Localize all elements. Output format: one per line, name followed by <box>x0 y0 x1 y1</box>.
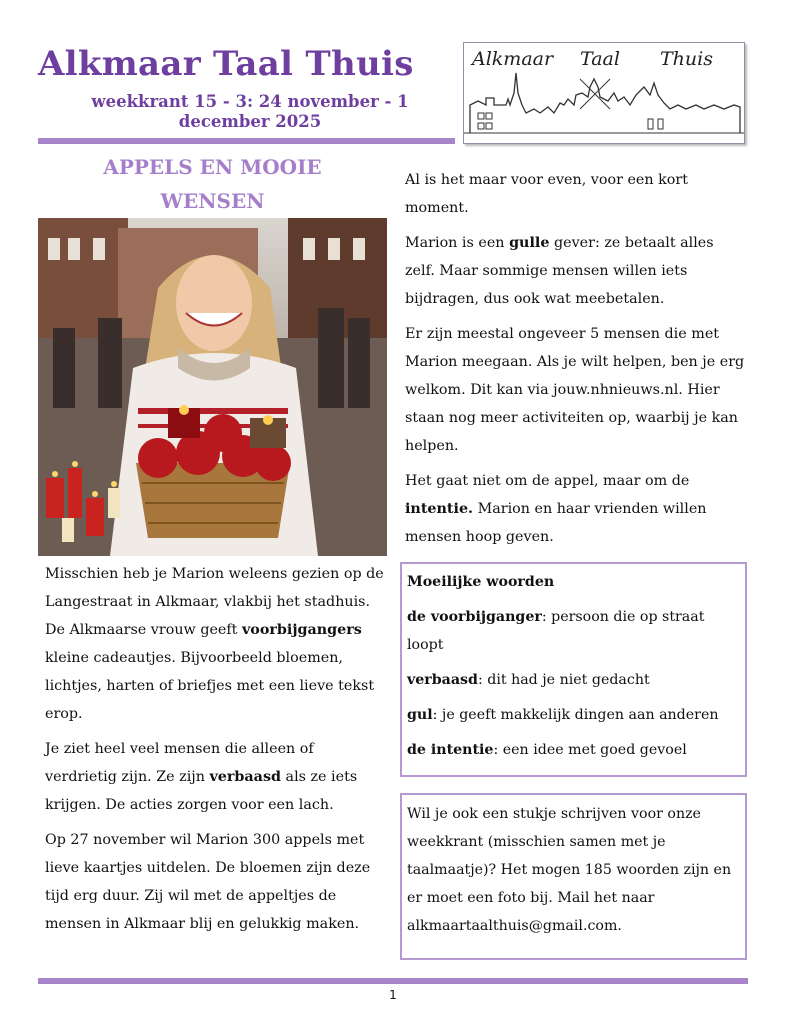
article-left-column <box>45 560 390 945</box>
woman-with-apple-basket-image <box>38 218 387 556</box>
vocabulary-box <box>400 562 747 777</box>
vocab-highlight: voorbijgangers <box>241 622 362 638</box>
paragraph-5: Marion is een gulle gever: ze betaalt alles zelf. Maar sommige mensen willen iets bijdragen, dus ook wat meebetalen. <box>405 235 714 307</box>
logo <box>463 42 745 144</box>
paragraph-1: Misschien heb je Marion weleens gezien op de Langestraat in Alkmaar, vlakbij het stadhuis. De Alkmaarse vrouw geeft voorbijgangers kleine cadeautjes. Bijvoorbeeld bloemen, lichtjes, harten of briefjes met een lieve tekst erop. <box>45 566 384 722</box>
vocab-item: verbaasd: dit had je niet gedacht <box>407 672 650 688</box>
page-title: Alkmaar Taal Thuis <box>38 44 414 84</box>
headline-line-2: WENSEN <box>160 189 265 213</box>
paragraph-6: Er zijn meestal ongeveer 5 mensen die met Marion meegaan. Als je wilt helpen, ben je erg welkom. Dit kan via jouw.nhnieuws.nl. Hier staan nog meer activiteiten op, waarbij je kan helpen. <box>405 326 745 454</box>
vocabulary-heading: Moeilijke woorden <box>407 574 555 590</box>
top-divider <box>38 138 455 144</box>
logo-word-1: Alkmaar <box>472 48 554 70</box>
vocab-item: gul: je geeft makkelijk dingen aan anderen <box>407 707 719 723</box>
vocab-item: de intentie: een idee met goed gevoel <box>407 742 687 758</box>
paragraph-3: Op 27 november wil Marion 300 appels met lieve kaartjes uitdelen. De bloemen zijn deze tijd erg duur. Zij wil met de appeltjes de mensen in Alkmaar blij en gelukkig maken. <box>45 832 371 932</box>
submission-callout-box <box>400 793 747 960</box>
article-headline <box>40 150 385 218</box>
paragraph-7: Het gaat niet om de appel, maar om de intentie. Marion en haar vrienden willen mensen hoop geven. <box>405 473 707 545</box>
headline-line-1: APPELS EN MOOIE <box>103 155 322 179</box>
bottom-divider <box>38 978 748 984</box>
skyline-logo-image <box>464 43 744 143</box>
callout-text: Wil je ook een stukje schrijven voor onze weekkrant (misschien samen met je taalmaatje)? Het mogen 185 woorden zijn en er moet een foto bij. Mail het naar alkmaartaalthuis@gmail.com. <box>407 806 732 934</box>
issue-subtitle: weekkrant 15 - 3: 24 november - 1 december 2025 <box>91 92 409 131</box>
vocab-highlight: verbaasd <box>209 769 281 785</box>
article-right-column <box>405 166 745 558</box>
vocab-item: de voorbijganger: persoon die op straat loopt <box>407 609 705 653</box>
paragraph-2: Je ziet heel veel mensen die alleen of verdrietig zijn. Ze zijn verbaasd als ze iets krijgen. De acties zorgen voor een lach. <box>45 741 358 813</box>
page-number: 1 <box>389 988 397 1002</box>
logo-word-2: Taal <box>580 48 620 70</box>
article-photo <box>38 218 387 556</box>
paragraph-4: Al is het maar voor even, voor een kort moment. <box>405 172 688 216</box>
logo-word-3: Thuis <box>660 48 713 70</box>
vocab-highlight: intentie. <box>405 501 474 517</box>
vocab-highlight: gulle <box>509 235 550 251</box>
